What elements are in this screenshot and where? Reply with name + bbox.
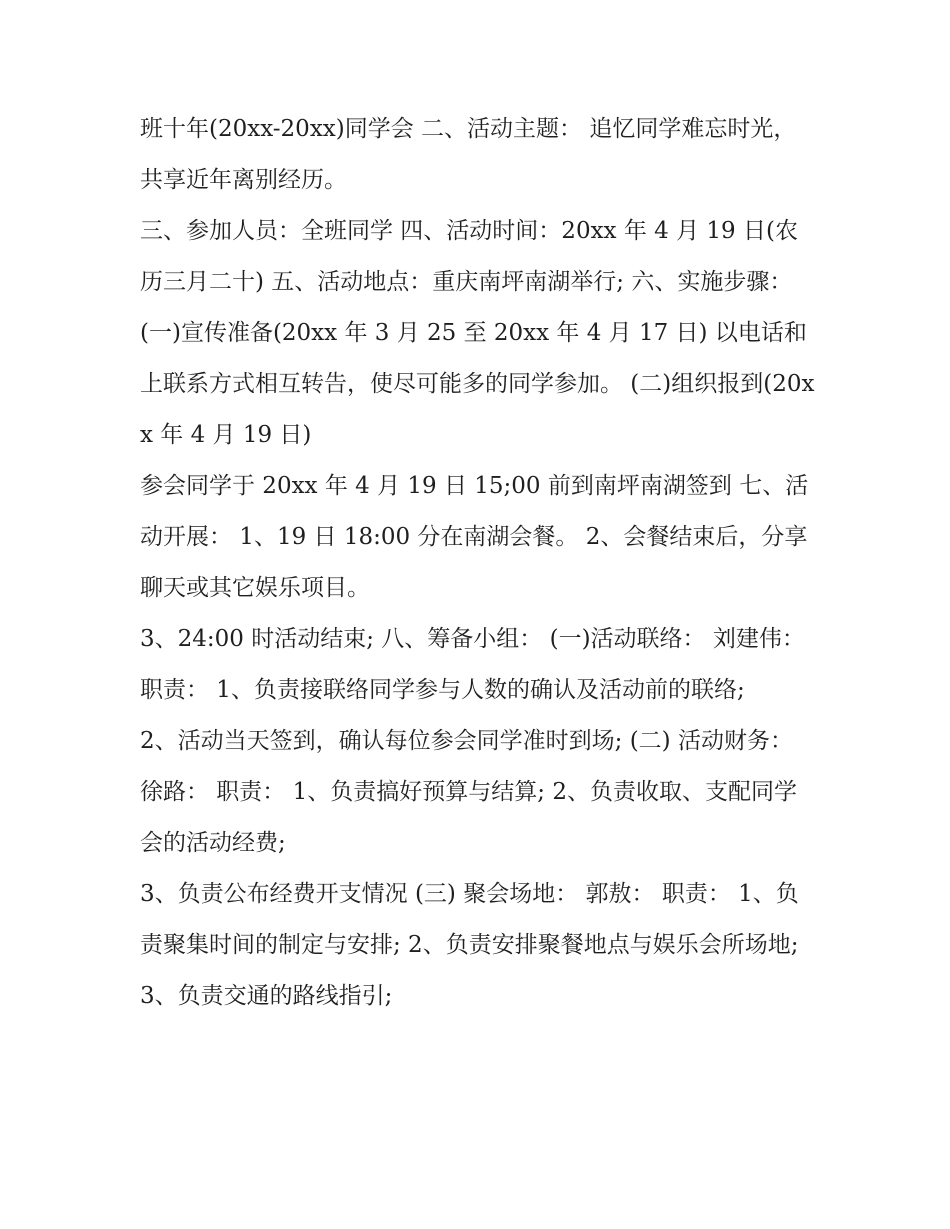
document-body [140,104,815,1022]
paragraph-promotion-registration: (一)宣传准备(20xx 年 3 月 25 至 20xx 年 4 月 17 日) 以电话和上联系方式相互转告，使尽可能多的同学参加。 (二)组织报到(20xx 年 4 月 19 日) [140,320,815,448]
paragraph-theme: 班十年(20xx-20xx)同学会 二、活动主题： 追忆同学难忘时光，共享近年离别经历。 [140,116,797,193]
paragraph-contact-duties: 3、24:00 时活动结束; 八、筹备小组： (一)活动联络： 刘建伟： 职责： 1、负责接联络同学参与人数的确认及活动前的联络; [140,626,805,703]
paragraph-finance-duties: 2、活动当天签到，确认每位参会同学准时到场; (二) 活动财务： 徐路： 职责： 1、负责搞好预算与结算; 2、负责收取、支配同学会的活动经费; [140,728,797,856]
paragraph-venue-duties: 3、负责公布经费开支情况 (三) 聚会场地： 郭敖： 职责： 1、负责聚集时间的制定与安排; 2、负责安排聚餐地点与娱乐会所场地; 3、负责交通的路线指引; [140,881,799,1009]
paragraph-activity-schedule: 参会同学于 20xx 年 4 月 19 日 15;00 前到南坪南湖签到 七、活动开展： 1、19 日 18:00 分在南湖会餐。 2、会餐结束后，分享聊天或其它娱乐项目。 [140,473,809,601]
paragraph-participants-time-location: 三、参加人员：全班同学 四、活动时间：20xx 年 4 月 19 日(农历三月二十) 五、活动地点：重庆南坪南湖举行; 六、实施步骤： [140,218,798,295]
